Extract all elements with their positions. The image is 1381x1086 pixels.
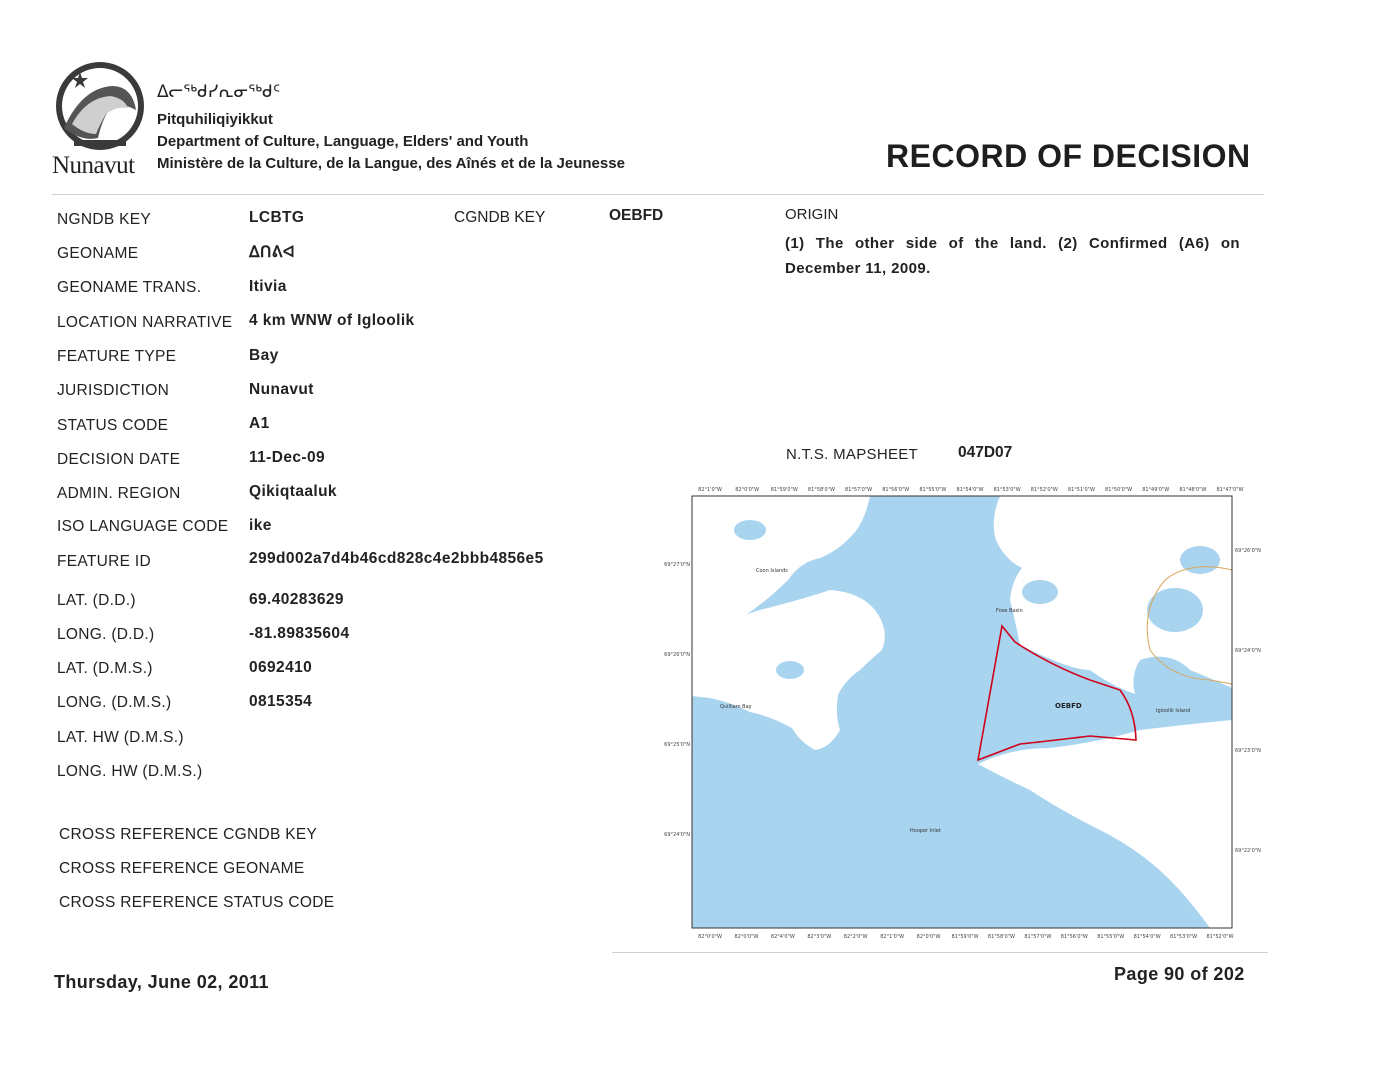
map-tick-label: 81°54'0"W <box>956 487 984 493</box>
map-svg <box>664 480 1270 945</box>
map-tick-label: 69°27'0"N <box>664 562 690 568</box>
map-label-hooper-inlet: Hooper Inlet <box>910 828 941 834</box>
field-label: LAT. (D.D.) <box>57 592 136 609</box>
field-label: LAT. (D.M.S.) <box>57 660 153 677</box>
map-feature-label: OEBFD <box>1055 702 1082 710</box>
field-label: LAT. HW (D.M.S.) <box>57 729 184 746</box>
field-value: 11-Dec-09 <box>249 449 325 466</box>
field-label: ISO LANGUAGE CODE <box>57 518 229 535</box>
map-tick-label: 81°59'0"W <box>951 934 979 940</box>
map-tick-label: 81°47'0"W <box>1216 487 1244 493</box>
map-lake <box>1180 546 1220 574</box>
field-value: Itivia <box>249 278 287 295</box>
field-value: ᐃᑎᕕᐊ <box>249 244 296 261</box>
cgndb-key-value: OEBFD <box>609 207 664 224</box>
nunavut-logo <box>52 58 148 183</box>
cross-reference-cgndb-key: CROSS REFERENCE CGNDB KEY <box>59 826 318 843</box>
field-label: ADMIN. REGION <box>57 485 181 502</box>
map-tick-label: 81°54'0"W <box>1133 934 1161 940</box>
ministry-english: Department of Culture, Language, Elders' and Youth <box>157 133 529 150</box>
field-value: 0815354 <box>249 693 313 710</box>
cross-reference-status-code: CROSS REFERENCE STATUS CODE <box>59 894 335 911</box>
field-value: 299d002a7d4b46cd828c4e2bbb4856e5 <box>249 550 544 567</box>
field-label: FEATURE TYPE <box>57 348 177 365</box>
document-title: RECORD OF DECISION <box>886 138 1251 174</box>
map-label-coon-islands: Coon Islands <box>756 568 788 574</box>
map-tick-label: 69°23'0"N <box>1235 748 1261 754</box>
field-label: FEATURE ID <box>57 553 151 570</box>
field-value: A1 <box>249 415 270 432</box>
map-tick-label: 81°55'0"W <box>919 487 947 493</box>
map-tick-label: 82°1'0"W <box>880 934 905 940</box>
mapsheet-value: 047D07 <box>958 444 1013 461</box>
map-right-ticks <box>1235 548 1261 854</box>
map-tick-label: 81°52'0"W <box>1030 487 1058 493</box>
ministry-syllabics: ᐃᓕᖅᑯᓯᕆᓂᖅᑯᑦ <box>157 82 281 101</box>
map-tick-label: 69°24'0"N <box>1235 648 1261 654</box>
map-tick-label: 82°0'0"W <box>698 934 722 940</box>
map-tick-label: 81°50'0"W <box>1105 487 1133 493</box>
map-tick-label: 81°58'0"W <box>987 934 1015 940</box>
field-label: LOCATION NARRATIVE <box>57 314 233 331</box>
map-tick-label: 81°51'0"W <box>1067 487 1095 493</box>
map-bottom-ticks <box>698 934 1233 940</box>
footer-divider <box>612 952 1268 953</box>
map-label-foxe-basin: Foxe Basin <box>996 608 1023 614</box>
header-divider <box>52 194 1264 195</box>
ministry-french: Ministère de la Culture, de la Langue, des Aînés et de la Jeunesse <box>157 155 625 172</box>
field-value: Bay <box>249 347 279 364</box>
map-tick-label: 81°58'0"W <box>807 487 835 493</box>
ministry-inuktitut: Pitquhiliqiyikkut <box>157 111 273 128</box>
field-value: Nunavut <box>249 381 314 398</box>
field-value: 69.40283629 <box>249 591 344 608</box>
map-tick-label: 82°0'0"W <box>734 934 759 940</box>
origin-text: (1) The other side of the land. (2) Confirmed (A6) on December 11, 2009. <box>785 235 1240 277</box>
map-tick-label: 69°26'0"N <box>1235 548 1261 554</box>
field-label: LONG. (D.M.S.) <box>57 694 172 711</box>
field-value: ike <box>249 517 272 534</box>
map-lake <box>1022 580 1058 604</box>
map-tick-label: 81°55'0"W <box>1097 934 1125 940</box>
map-label-igloolik-island: Igloolik Island <box>1156 708 1191 714</box>
field-label: LONG. (D.D.) <box>57 626 155 643</box>
ngndb-key-label: NGNDB KEY <box>57 211 151 228</box>
field-value: 0692410 <box>249 659 313 676</box>
field-value: Qikiqtaaluk <box>249 483 337 500</box>
map-tick-label: 69°25'0"N <box>664 742 690 748</box>
map-tick-label: 82°3'0"W <box>807 934 832 940</box>
map-tick-label: 81°56'0"W <box>1060 934 1088 940</box>
map-left-ticks <box>664 562 690 838</box>
field-label: STATUS CODE <box>57 417 169 434</box>
map-tick-label: 82°0'0"W <box>735 487 760 493</box>
field-label: LONG. HW (D.M.S.) <box>57 763 203 780</box>
field-value: 4 km WNW of Igloolik <box>249 312 415 329</box>
map-tick-label: 81°53'0"W <box>1170 934 1198 940</box>
logo-wordmark: Nunavut <box>52 152 135 179</box>
map-tick-label: 81°59'0"W <box>770 487 798 493</box>
map-tick-label: 81°49'0"W <box>1142 487 1170 493</box>
cgndb-key-label: CGNDB KEY <box>454 209 546 226</box>
origin-label: ORIGIN <box>785 206 839 223</box>
map-tick-label: 69°24'0"N <box>664 832 690 838</box>
field-label: GEONAME <box>57 245 139 262</box>
map-tick-label: 81°52'0"W <box>1206 934 1234 940</box>
map-tick-label: 81°57'0"W <box>1024 934 1052 940</box>
field-label: JURISDICTION <box>57 382 170 399</box>
field-value: -81.89835604 <box>249 625 350 642</box>
map-tick-label: 81°57'0"W <box>845 487 873 493</box>
map-tick-label: 82°4'0"W <box>770 934 795 940</box>
map-tick-label: 81°48'0"W <box>1179 487 1207 493</box>
map-tick-label: 82°0'0"W <box>916 934 941 940</box>
map-tick-label: 82°2'0"W <box>843 934 868 940</box>
map-lake <box>734 520 766 540</box>
map-tick-label: 69°22'0"N <box>1235 848 1261 854</box>
polar-bear-emblem-icon <box>52 58 148 156</box>
mapsheet-label: N.T.S. MAPSHEET <box>786 446 919 463</box>
field-label: GEONAME TRANS. <box>57 279 202 296</box>
map-tick-label: 69°26'0"N <box>664 652 690 658</box>
footer-date: Thursday, June 02, 2011 <box>54 972 269 992</box>
field-label: DECISION DATE <box>57 451 181 468</box>
map-label-quilliam-bay: Quilliam Bay <box>720 704 752 710</box>
map-tick-label: 81°53'0"W <box>993 487 1021 493</box>
ngndb-key-value: LCBTG <box>249 209 305 226</box>
location-map <box>664 480 1270 945</box>
cross-reference-geoname: CROSS REFERENCE GEONAME <box>59 860 305 877</box>
footer-page-number: Page 90 of 202 <box>1114 964 1245 984</box>
map-tick-label: 81°56'0"W <box>882 487 910 493</box>
map-lake <box>776 661 804 679</box>
map-tick-label: 82°1'0"W <box>698 487 722 493</box>
map-top-ticks <box>698 487 1243 493</box>
